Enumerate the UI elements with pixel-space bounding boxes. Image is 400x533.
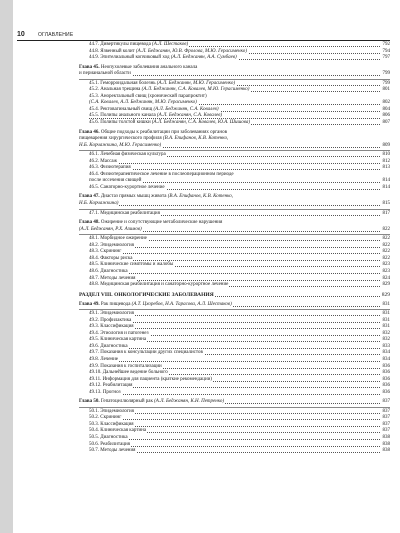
chapter-title: Рак пищевода	[99, 301, 131, 307]
dot-leader	[89, 419, 380, 420]
chapter-line	[79, 227, 390, 234]
entry-title: 49.13. Прогноз	[89, 389, 121, 395]
entry-page: 837	[382, 428, 390, 434]
dot-leader	[79, 205, 380, 206]
entry-title: 50.2. Скрининг	[89, 415, 122, 421]
chapter-text	[79, 71, 132, 76]
entry-text	[89, 269, 129, 274]
entry-text	[89, 178, 142, 183]
entry-page: 837	[382, 415, 390, 421]
chapter-text	[79, 220, 223, 225]
chapter-authors: (В.А. Епифанов, К.В. Котенко,	[161, 136, 229, 142]
entry-title: 50.6. Реабилитация	[89, 441, 130, 447]
entry-title: 48.6. Диагностика	[89, 268, 128, 274]
entry-title: 50.4. Клиническая картина	[89, 428, 147, 434]
entry-text	[89, 442, 131, 447]
entry-page: 807	[382, 120, 390, 126]
entry-page: 804	[382, 106, 390, 112]
entry-text	[89, 236, 148, 241]
entry-title: 48.5. Клинические симптомы и жалобы	[89, 262, 174, 268]
entry-page: 836	[382, 370, 390, 376]
entry-text	[89, 211, 161, 216]
entry-text	[89, 448, 136, 453]
entry-text	[89, 422, 135, 427]
entry-authors: (А.Л. Беджанян, А.А. Сумбаев)	[170, 55, 237, 61]
dot-leader	[89, 446, 380, 447]
chapter-text	[79, 302, 233, 307]
entry-page: 802	[382, 100, 390, 106]
chapter-page: 809	[382, 142, 390, 148]
entry-text	[89, 120, 251, 125]
entry-text	[89, 370, 169, 375]
entry-title: 47.1. Медицинская реабилитация	[89, 210, 160, 216]
entry-text	[89, 409, 135, 414]
chapter-text	[79, 194, 234, 199]
chapter-title: пищеварения хирургического профиля	[79, 136, 162, 142]
entry-page: 834	[382, 350, 390, 356]
entry-text	[89, 383, 133, 388]
entry-title: 46.4. Физиотерапевтическое лечение в послеоперационном периоде	[89, 171, 234, 177]
entry-title: 46.5. Санаторно-курортное лечение	[89, 184, 165, 190]
chapter-authors: Н.Б. Корчажкина, М.Ю. Герасименко)	[79, 142, 162, 148]
dot-leader	[89, 169, 380, 170]
running-header	[0, 0, 400, 40]
entry-text	[89, 318, 132, 323]
entry-page: 810	[382, 152, 390, 158]
chapter-page: 815	[382, 201, 390, 207]
entry-page: 836	[382, 363, 390, 369]
entry-title: 45.6. Полипы толстой кишки	[89, 120, 151, 126]
chapter-title: Неопухолевые заболевания анального канала	[99, 64, 198, 70]
entry-text	[89, 159, 118, 164]
entry-page: 824	[382, 275, 390, 281]
entry-text	[89, 256, 133, 261]
entry-title: 44.7. Дивертикулы пищевода	[89, 42, 151, 47]
chapter-authors: Н.Б. Корчажкина)	[79, 201, 119, 207]
entry-page: 812	[382, 158, 390, 164]
entry-title: 49.8. Лечение	[89, 356, 119, 362]
chapter-authors: (А.Л. Беджанян, Р.Х. Азимов)	[79, 226, 142, 232]
entry-title: 49.5. Клиническая картина	[89, 337, 147, 343]
dot-leader	[89, 253, 380, 254]
entry-page: 833	[382, 343, 390, 349]
chapter-title: и перианальной области	[79, 71, 131, 77]
page-number: 10	[17, 31, 25, 38]
chapter-number: Глава 45.	[79, 64, 100, 70]
entry-page: 817	[382, 210, 390, 216]
chapter-number: Глава 49.	[79, 301, 100, 307]
entry-page: 836	[382, 376, 390, 382]
entry-page: 832	[382, 330, 390, 336]
entry-title: 49.9. Показания к госпитализации	[89, 363, 162, 369]
entry-title: 49.1. Эпидемиология	[89, 311, 134, 317]
entry-text	[89, 87, 250, 92]
entry-title: 46.3. Физиотерапия	[89, 165, 131, 171]
table-of-contents	[79, 42, 390, 455]
entry-page: 838	[382, 441, 390, 447]
entry-title: 45.1. Геморроидальная болезнь	[89, 80, 156, 86]
section-page: 829	[381, 291, 390, 298]
entry-page: 838	[382, 434, 390, 440]
chapter-rule	[79, 309, 390, 310]
entry-page: 792	[382, 42, 390, 47]
entry-page: 831	[382, 324, 390, 330]
entry-title: 49.6. Диагностика	[89, 343, 128, 349]
dot-leader	[89, 361, 380, 362]
entry-page: 794	[382, 48, 390, 54]
entry-page: 837	[382, 408, 390, 414]
section-text	[79, 292, 215, 298]
entry-title: 49.7. Показания к консультации других специалистов	[89, 350, 203, 356]
entry-page: 813	[382, 165, 390, 171]
chapter-page: 837	[382, 399, 390, 405]
page-side-band	[0, 0, 13, 533]
entry-title: 48.1. Морбидное ожирение	[89, 236, 147, 242]
entry-text	[89, 364, 163, 369]
entry-text	[89, 337, 147, 342]
chapter-number: Глава 50.	[79, 399, 100, 405]
entry-text	[89, 94, 208, 99]
chapter-line	[79, 71, 390, 78]
entry-title: 49.4. Этиология и патогенез	[89, 330, 149, 336]
toc-entry	[79, 120, 390, 127]
header-rule	[17, 40, 390, 41]
chapter-number: Глава 46.	[79, 129, 100, 135]
entry-text	[89, 249, 122, 254]
chapter-rule	[79, 407, 390, 408]
entry-page: 829	[382, 282, 390, 288]
dot-leader	[89, 439, 380, 440]
entry-title: 45.3. Аноректальный свищ (хронический парапроктит)	[89, 93, 207, 99]
chapter-page: 799	[382, 71, 390, 77]
chapter-line	[79, 143, 390, 150]
chapter-text	[79, 136, 229, 141]
entry-title: 44.9. Эпителиальный копчиковый ход	[89, 55, 170, 61]
entry-page: 797	[382, 55, 390, 61]
entry-title: 49.2. Профилактика	[89, 317, 132, 323]
entry-page: 822	[382, 255, 390, 261]
entry-text	[89, 324, 135, 329]
entry-page: 814	[382, 178, 390, 184]
entry-page: 823	[382, 262, 390, 268]
entry-page: 801	[382, 87, 390, 93]
entry-text	[89, 435, 129, 440]
chapter-title: Гепатоцеллюлярный рак	[99, 399, 153, 405]
entry-page: 831	[382, 317, 390, 323]
chapter-rule	[79, 209, 390, 210]
section-label: РАЗДЕЛ VIII.	[79, 291, 113, 298]
entry-title: 48.2. Эпидемиология	[89, 242, 134, 248]
chapter-text	[79, 65, 198, 70]
chapter-heading	[79, 220, 390, 233]
entry-text	[89, 377, 213, 382]
chapter-title: Общие подходы к реабилитации при заболеваниях органов	[99, 129, 227, 135]
entry-authors: (А.Л. Беджанян, С.А. Ковалев, Ю.А. Шишова)	[151, 120, 251, 126]
chapter-heading	[79, 130, 390, 150]
chapter-heading	[79, 399, 390, 406]
entry-text	[89, 185, 166, 190]
chapter-text	[79, 143, 162, 148]
dot-leader	[89, 273, 380, 274]
section-title: ОНКОЛОГИЧЕСКИЕ ЗАБОЛЕВАНИЯ	[112, 291, 214, 298]
chapter-page: 822	[382, 226, 390, 232]
entry-title: 50.3. Классификация	[89, 421, 134, 427]
entry-text	[89, 276, 136, 281]
entry-page: 836	[382, 389, 390, 395]
entry-text	[89, 344, 129, 349]
entry-page: 806	[382, 113, 390, 119]
entry-title: 46.1. Лечебная физическая культура	[89, 152, 166, 158]
entry-text	[89, 152, 167, 157]
entry-title: 45.5. Полипы анального канала	[89, 113, 156, 119]
entry-page: 834	[382, 356, 390, 362]
entry-title: 45.2. Анальная трещина	[89, 87, 141, 93]
entry-text	[89, 331, 150, 336]
chapter-authors: (В.А. Епифанов, К.В. Котенко,	[166, 194, 233, 200]
chapter-title: Диастаз прямых мышц живота	[99, 194, 167, 200]
dot-leader	[89, 348, 380, 349]
entry-text	[89, 262, 174, 267]
entry-page: 822	[382, 249, 390, 255]
chapter-heading	[79, 302, 390, 309]
entry-text	[89, 428, 147, 433]
entry-text	[89, 311, 135, 316]
entry-text	[89, 107, 220, 112]
chapter-heading	[79, 194, 390, 207]
entry-page: 814	[382, 184, 390, 190]
entry-title: 49.11. Информация для пациента (краткие рекомендации)	[89, 376, 212, 382]
chapter-text	[79, 201, 119, 206]
entry-text	[89, 357, 119, 362]
dot-leader	[89, 163, 380, 164]
entry-text	[89, 49, 248, 54]
entry-title: после иссечения свищей	[89, 178, 142, 184]
entry-page: 799	[382, 80, 390, 86]
entry-text	[89, 81, 236, 86]
chapter-number: Глава 47.	[79, 194, 100, 200]
running-title: ОГЛАВЛЕНИЕ	[38, 32, 74, 38]
chapter-line	[79, 399, 390, 406]
entry-authors: (А.Л. Беджанян, Ю.В. Фролова, М.Ю. Герасименко)	[135, 48, 247, 54]
entry-title: 49.3. Классификация	[89, 324, 134, 330]
toc-entry	[79, 282, 390, 289]
chapter-number: Глава 48.	[79, 220, 100, 226]
entry-page: 823	[382, 268, 390, 274]
entry-title: 50.7. Методы лечения	[89, 448, 136, 454]
entry-page: 836	[382, 383, 390, 389]
chapter-text	[79, 130, 228, 135]
entry-authors: (А.Л. Беджанян, М.Ю. Герасименко)	[156, 80, 235, 86]
entry-title: 46.2. Массаж	[89, 158, 118, 164]
chapter-line	[79, 302, 390, 309]
entry-authors: (А.Л. Беджанян, С.А. Ковалев)	[157, 113, 223, 119]
entry-title: 49.12. Реабилитация	[89, 383, 133, 389]
entry-page: 832	[382, 337, 390, 343]
entry-title: 50.1. Эпидемиология	[89, 408, 134, 414]
entry-text	[89, 390, 122, 395]
entry-text	[89, 113, 223, 118]
entry-title: 48.7. Методы лечения	[89, 275, 136, 281]
chapter-heading	[79, 65, 390, 78]
entry-page: 837	[382, 421, 390, 427]
toc-entry	[79, 448, 390, 455]
entry-text	[89, 100, 198, 105]
entry-title: 48.3. Скрининг	[89, 249, 122, 255]
section-heading	[79, 292, 390, 299]
entry-title: 49.10. Дальнейшее ведение больного	[89, 370, 168, 376]
chapter-text	[79, 399, 225, 404]
chapter-title: Ожирение и сопутствующие метаболические нарушения	[99, 220, 223, 226]
chapter-page: 831	[382, 301, 390, 307]
toc-entry	[79, 390, 390, 397]
entry-title: 50.5. Диагностика	[89, 434, 128, 440]
chapter-authors: (А.Т. Цхоребов, Н.А. Тарасова, А.Л. Шестаков)	[130, 301, 232, 307]
entry-text	[89, 350, 204, 355]
entry-authors: (А.Л. Беджанян, С.А. Ковалев, М.Ю. Герасименко)	[141, 87, 250, 93]
dot-leader	[89, 322, 380, 323]
entry-text	[89, 415, 122, 420]
entry-text	[89, 42, 189, 47]
entry-authors: (А.Л. Беджанян, С.А. Ковалев)	[153, 106, 219, 112]
entry-text	[89, 243, 135, 248]
entry-page: 838	[382, 448, 390, 454]
entry-title: 48.4. Факторы риска	[89, 255, 133, 261]
chapter-line	[79, 201, 390, 208]
entry-page: 831	[382, 311, 390, 317]
entry-text	[89, 282, 229, 287]
chapter-rule	[79, 79, 390, 80]
entry-title: 44.8. Язвенный колит	[89, 48, 135, 54]
dot-leader	[89, 394, 380, 395]
entry-title: 45.4. Ректовагинальный свищ	[89, 106, 153, 112]
entry-text	[89, 165, 132, 170]
chapter-authors: (А.Л. Беджанян, К.Н. Петренко)	[152, 399, 225, 405]
chapter-text	[79, 227, 143, 232]
entry-page: 822	[382, 236, 390, 242]
entry-title: 48.8. Медицинская реабилитация и санаторно-курортное лечение	[89, 282, 229, 288]
entry-authors: (С.А. Ковалев, А.Л. Беджанян, М.Ю. Герасименко)	[89, 100, 197, 106]
entry-text	[89, 172, 235, 177]
toc-entry	[79, 185, 390, 192]
entry-authors: (А.Л. Шестаков)	[152, 42, 189, 47]
entry-text	[89, 55, 238, 60]
toc-entry	[79, 211, 390, 218]
entry-page: 822	[382, 242, 390, 248]
toc-entry	[79, 55, 390, 62]
